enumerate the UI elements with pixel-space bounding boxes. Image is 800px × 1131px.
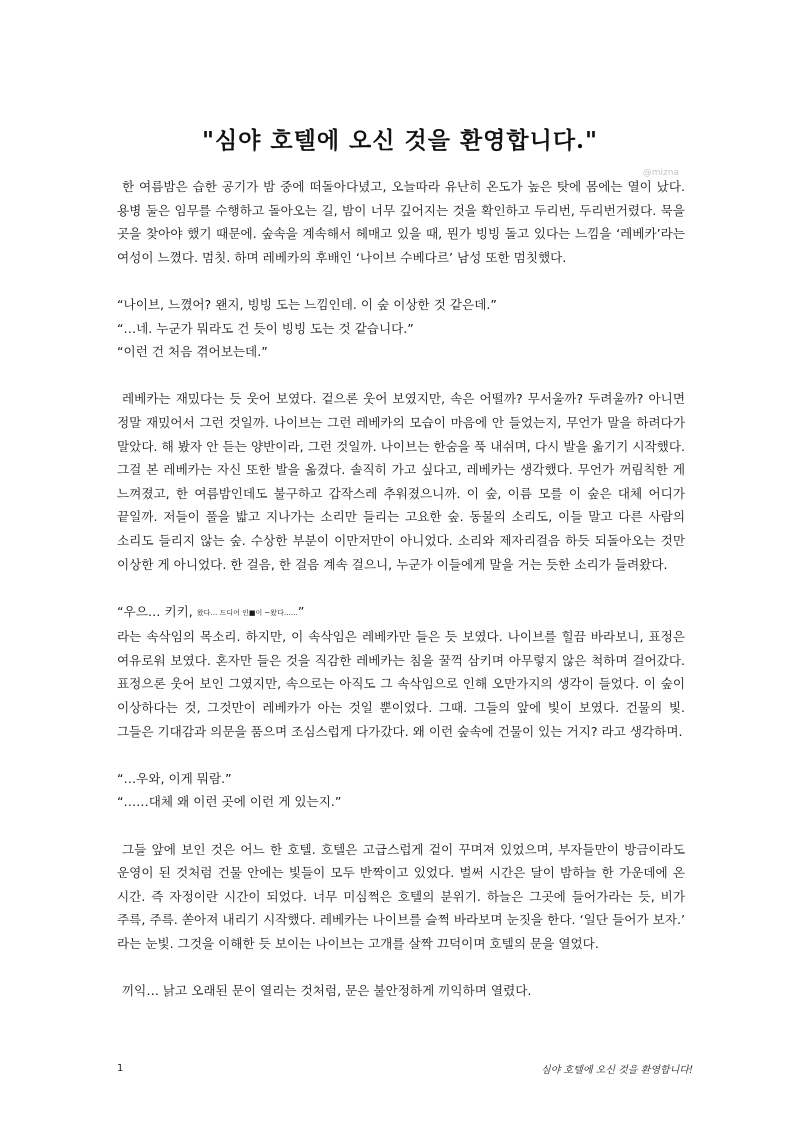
whisper-small-text: 왔다… 드디어 인■이 ~왔다…… xyxy=(196,608,298,617)
paragraph-gap xyxy=(117,814,685,838)
dialogue-line: “……대체 왜 이런 곳에 이런 게 있는지.” xyxy=(117,794,342,810)
paragraph-gap xyxy=(117,576,685,600)
whisper-close-quote: ” xyxy=(297,603,305,619)
paragraph-forest: 레베카는 재밌다는 듯 웃어 보였다. 겉으론 웃어 보였지만, 속은 어떨까? 무서울까? 두려울까? 아니면 정말 재밌어서 그런 것일까. 나이브는 그런 레베카의 모습이 마음에 안 들었는지, 무언가 말을 하려다가 말았다. 해 봤자 안 듣는 양반이라, 그런 것일까. 나이브는 한숨을 푹 내쉬며, 다시 발을 옮기기 시작했다. 그걸 본 레베카는 자신 또한 발을 옮겼다. 솔직히 가고 싶다고, 레베카는 생각했다. 무언가 꺼림칙한 게 느껴졌고, 한 여름밤인데도 불구하고 갑작스레 추워졌으니까. 이 숲, 이름 모를 이 숲은 대체 어디가 끝일까. 저들이 풀을 밟고 지나가는 소리만 들리는 고요한 숲. 동물의 소리도, 이들 말고 다른 사람의 소리도 들리지 않는 숲. 수상한 부분이 이만저만이 아니었다. 소리와 제자리걸음 하듯 되돌아오는 것만 이상한 게 아니었다. 한 걸음, 한 걸음 계속 걸으니, 누군가 이들에게 말을 거는 듯한 소리가 들려왔다. xyxy=(117,391,685,572)
dialogue-line: “…우와, 이게 뭐람.” xyxy=(117,770,232,786)
paragraph-gap xyxy=(117,956,685,980)
dialogue-line: “이런 건 처음 겪어보는데.” xyxy=(117,344,268,360)
document-body xyxy=(117,175,685,1003)
paragraph-door: 끼익… 낡고 오래된 문이 열리는 것처럼, 문은 불안정하게 끼익하며 열렸다. xyxy=(122,983,532,999)
running-footer-title: 심야 호텔에 오신 것을 환영합니다! xyxy=(541,1065,693,1076)
paragraph-hotel: 그들 앞에 보인 것은 어느 한 호텔. 호텔은 고급스럽게 겉이 꾸며져 있었으며, 부자들만이 방금이라도 운영이 된 것처럼 건물 안에는 빛들이 모두 반짝이고 있었다. 벌써 시간은 달이 밤하늘 한 가운데에 온 시간. 즉 자정이란 시간이 되었다. 너무 미심쩍은 호텔의 분위기. 하늘은 그곳에 들어가라는 듯, 비가 주륵, 주륵. 쏟아져 내리기 시작했다. 레베카는 나이브를 슬쩍 바라보며 눈짓을 한다. ‘일단 들어가 보자.’ 라는 눈빛. 그것을 이해한 듯 보이는 나이브는 고개를 살짝 끄덕이며 호텔의 문을 열었다. xyxy=(117,841,685,951)
dialogue-line: “나이브, 느꼈어? 왠지, 빙빙 도는 느낌인데. 이 숲 이상한 것 같은데.” xyxy=(117,296,497,312)
page-number: 1 xyxy=(117,1063,124,1074)
whisper-main: “우으… 키키, xyxy=(117,603,193,619)
paragraph-gap xyxy=(117,269,685,293)
dialogue-whisper xyxy=(117,600,685,626)
page-title: "심야 호텔에 오신 것을 환영합니다." xyxy=(201,127,599,154)
dialogue-line: “…네. 누군가 뭐라도 건 듯이 빙빙 도는 것 같습니다.” xyxy=(117,320,414,336)
author-watermark: @mizna xyxy=(642,168,679,178)
paragraph-gap xyxy=(117,743,685,767)
paragraph-whisper: 라는 속삭임의 목소리. 하지만, 이 속삭임은 레베카만 들은 듯 보였다. 나이브를 힐끔 바라보니, 표정은 여유로워 보였다. 혼자만 들은 것을 직감한 레베카는 침을 꿀꺽 삼키며 아무렇지 않은 척하며 걸어갔다. 표정으론 웃어 보인 그였지만, 속으로는 아직도 그 속삭임으로 인해 오만가지의 생각이 들었다. 이 숲이 이상하다는 것, 그것만이 레베카가 아는 것일 뿐이었다. 그때. 그들의 앞에 빛이 보였다. 건물의 빛. 그들은 기대감과 의문을 품으며 조심스럽게 다가갔다. 왜 이런 숲속에 건물이 있는 거지? 라고 생각하며. xyxy=(117,629,685,739)
paragraph-intro: 한 여름밤은 습한 공기가 밤 중에 떠돌아다녔고, 오늘따라 유난히 온도가 높은 탓에 몸에는 열이 났다. 용병 둘은 임무를 수행하고 돌아오는 길, 밤이 너무 깊어지는 것을 확인하고 두리번, 두리번거렸다. 묵을 곳을 찾아야 했기 때문에. 숲속을 계속해서 헤매고 있을 때, 뭔가 빙빙 돌고 있다는 느낌을 ‘레베카’라는 여성이 느꼈다. 멈칫. 하며 레베카의 후배인 ‘나이브 수베다르’ 남성 또한 멈칫했다. xyxy=(117,179,685,265)
paragraph-gap xyxy=(117,364,685,388)
